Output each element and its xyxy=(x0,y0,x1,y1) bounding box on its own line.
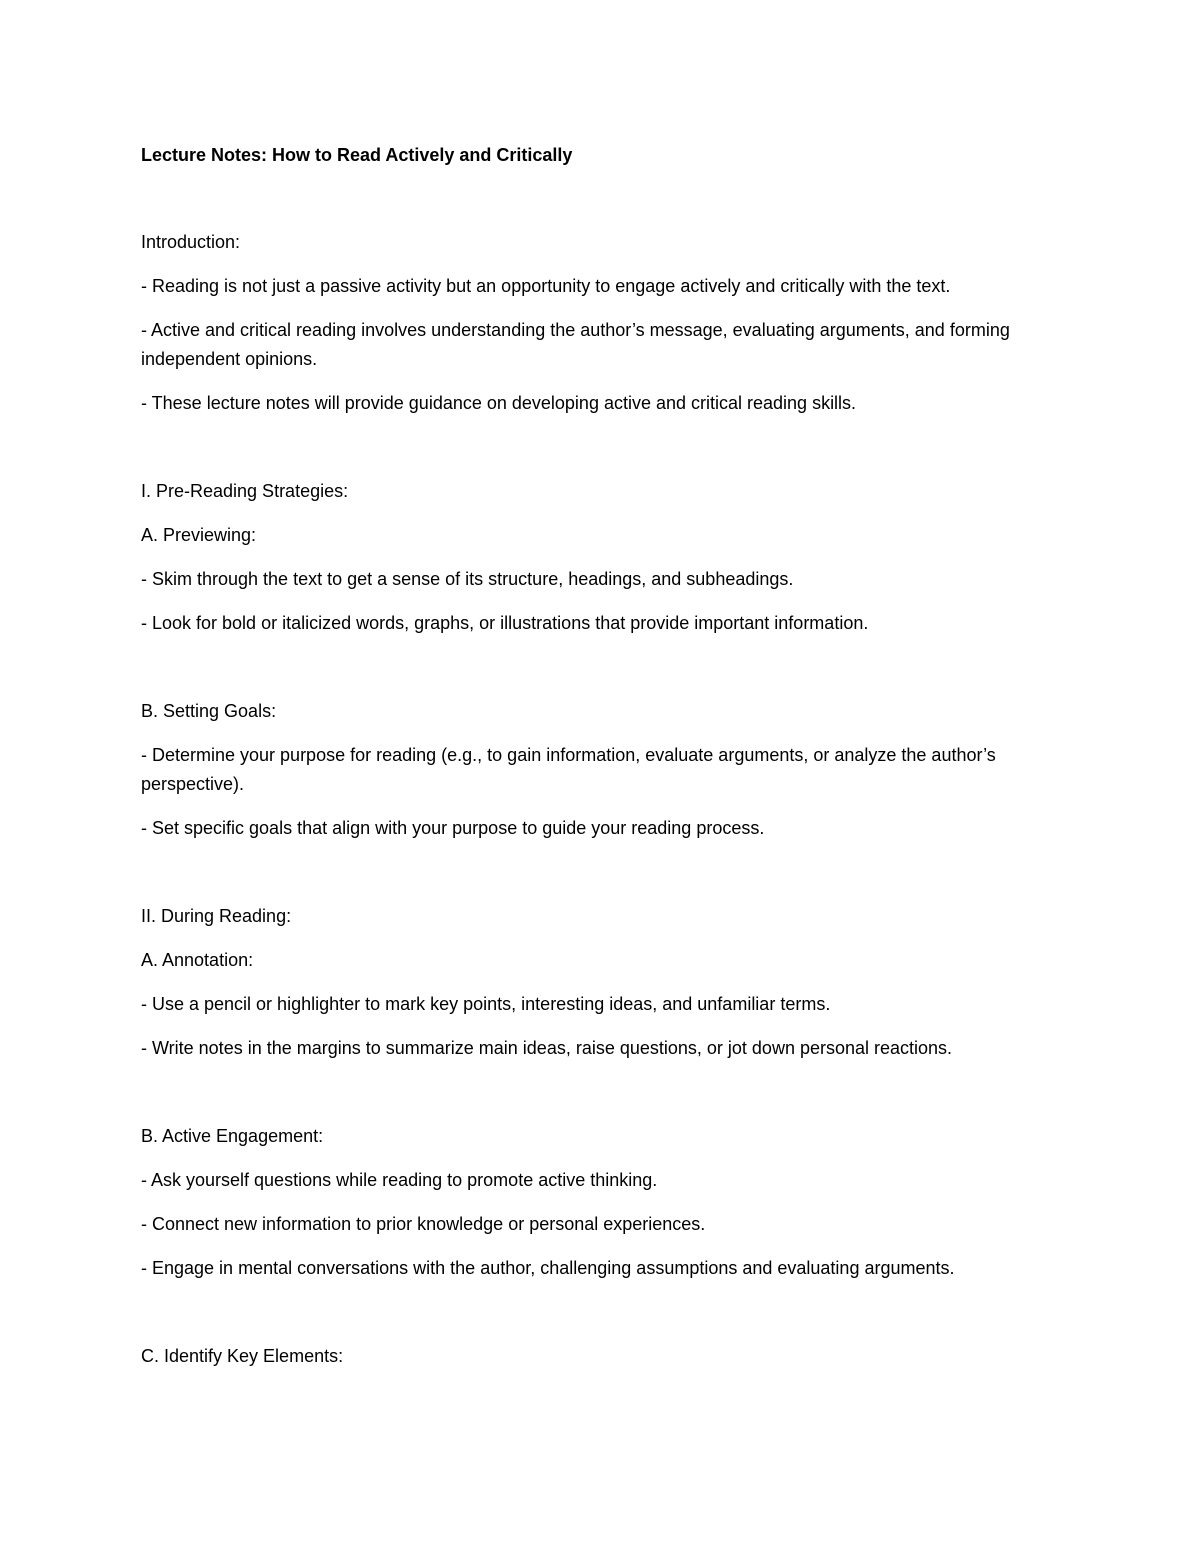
subsection-heading-previewing: A. Previewing: xyxy=(141,525,257,545)
subsection-heading-setting-goals: B. Setting Goals: xyxy=(141,701,277,721)
subsection-heading-key-elements: C. Identify Key Elements: xyxy=(141,1346,344,1366)
section-heading-during-reading: II. During Reading: xyxy=(141,906,292,926)
spacer xyxy=(141,1298,1061,1342)
list-item: - These lecture notes will provide guidance on developing active and critical reading skills. xyxy=(141,393,857,413)
subsection-heading-active-engagement: B. Active Engagement: xyxy=(141,1126,324,1146)
list-item: - Use a pencil or highlighter to mark key points, interesting ideas, and unfamiliar terms. xyxy=(141,994,831,1014)
list-item: - Active and critical reading involves understanding the author’s message, evaluating arguments, and forming independent opinions. xyxy=(141,320,1010,369)
list-item: - Engage in mental conversations with the author, challenging assumptions and evaluating arguments. xyxy=(141,1258,955,1278)
document-page xyxy=(141,141,1061,1386)
spacer xyxy=(141,1078,1061,1122)
list-item: - Skim through the text to get a sense of its structure, headings, and subheadings. xyxy=(141,569,794,589)
list-item: - Connect new information to prior knowledge or personal experiences. xyxy=(141,1214,706,1234)
section-heading-pre-reading: I. Pre-Reading Strategies: xyxy=(141,481,349,501)
spacer xyxy=(141,653,1061,697)
spacer xyxy=(141,170,1061,228)
list-item: - Look for bold or italicized words, graphs, or illustrations that provide important information. xyxy=(141,613,869,633)
subsection-heading-annotation: A. Annotation: xyxy=(141,950,254,970)
list-item: - Reading is not just a passive activity but an opportunity to engage actively and critically with the text. xyxy=(141,276,951,296)
spacer xyxy=(141,858,1061,902)
list-item: - Ask yourself questions while reading to promote active thinking. xyxy=(141,1170,658,1190)
document-title: Lecture Notes: How to Read Actively and Critically xyxy=(141,145,573,165)
list-item: - Write notes in the margins to summarize main ideas, raise questions, or jot down personal reactions. xyxy=(141,1038,953,1058)
list-item: - Set specific goals that align with your purpose to guide your reading process. xyxy=(141,818,765,838)
introduction-heading: Introduction: xyxy=(141,232,241,252)
spacer xyxy=(141,433,1061,477)
list-item: - Determine your purpose for reading (e.g., to gain information, evaluate arguments, or analyze the author’s perspective). xyxy=(141,745,996,794)
